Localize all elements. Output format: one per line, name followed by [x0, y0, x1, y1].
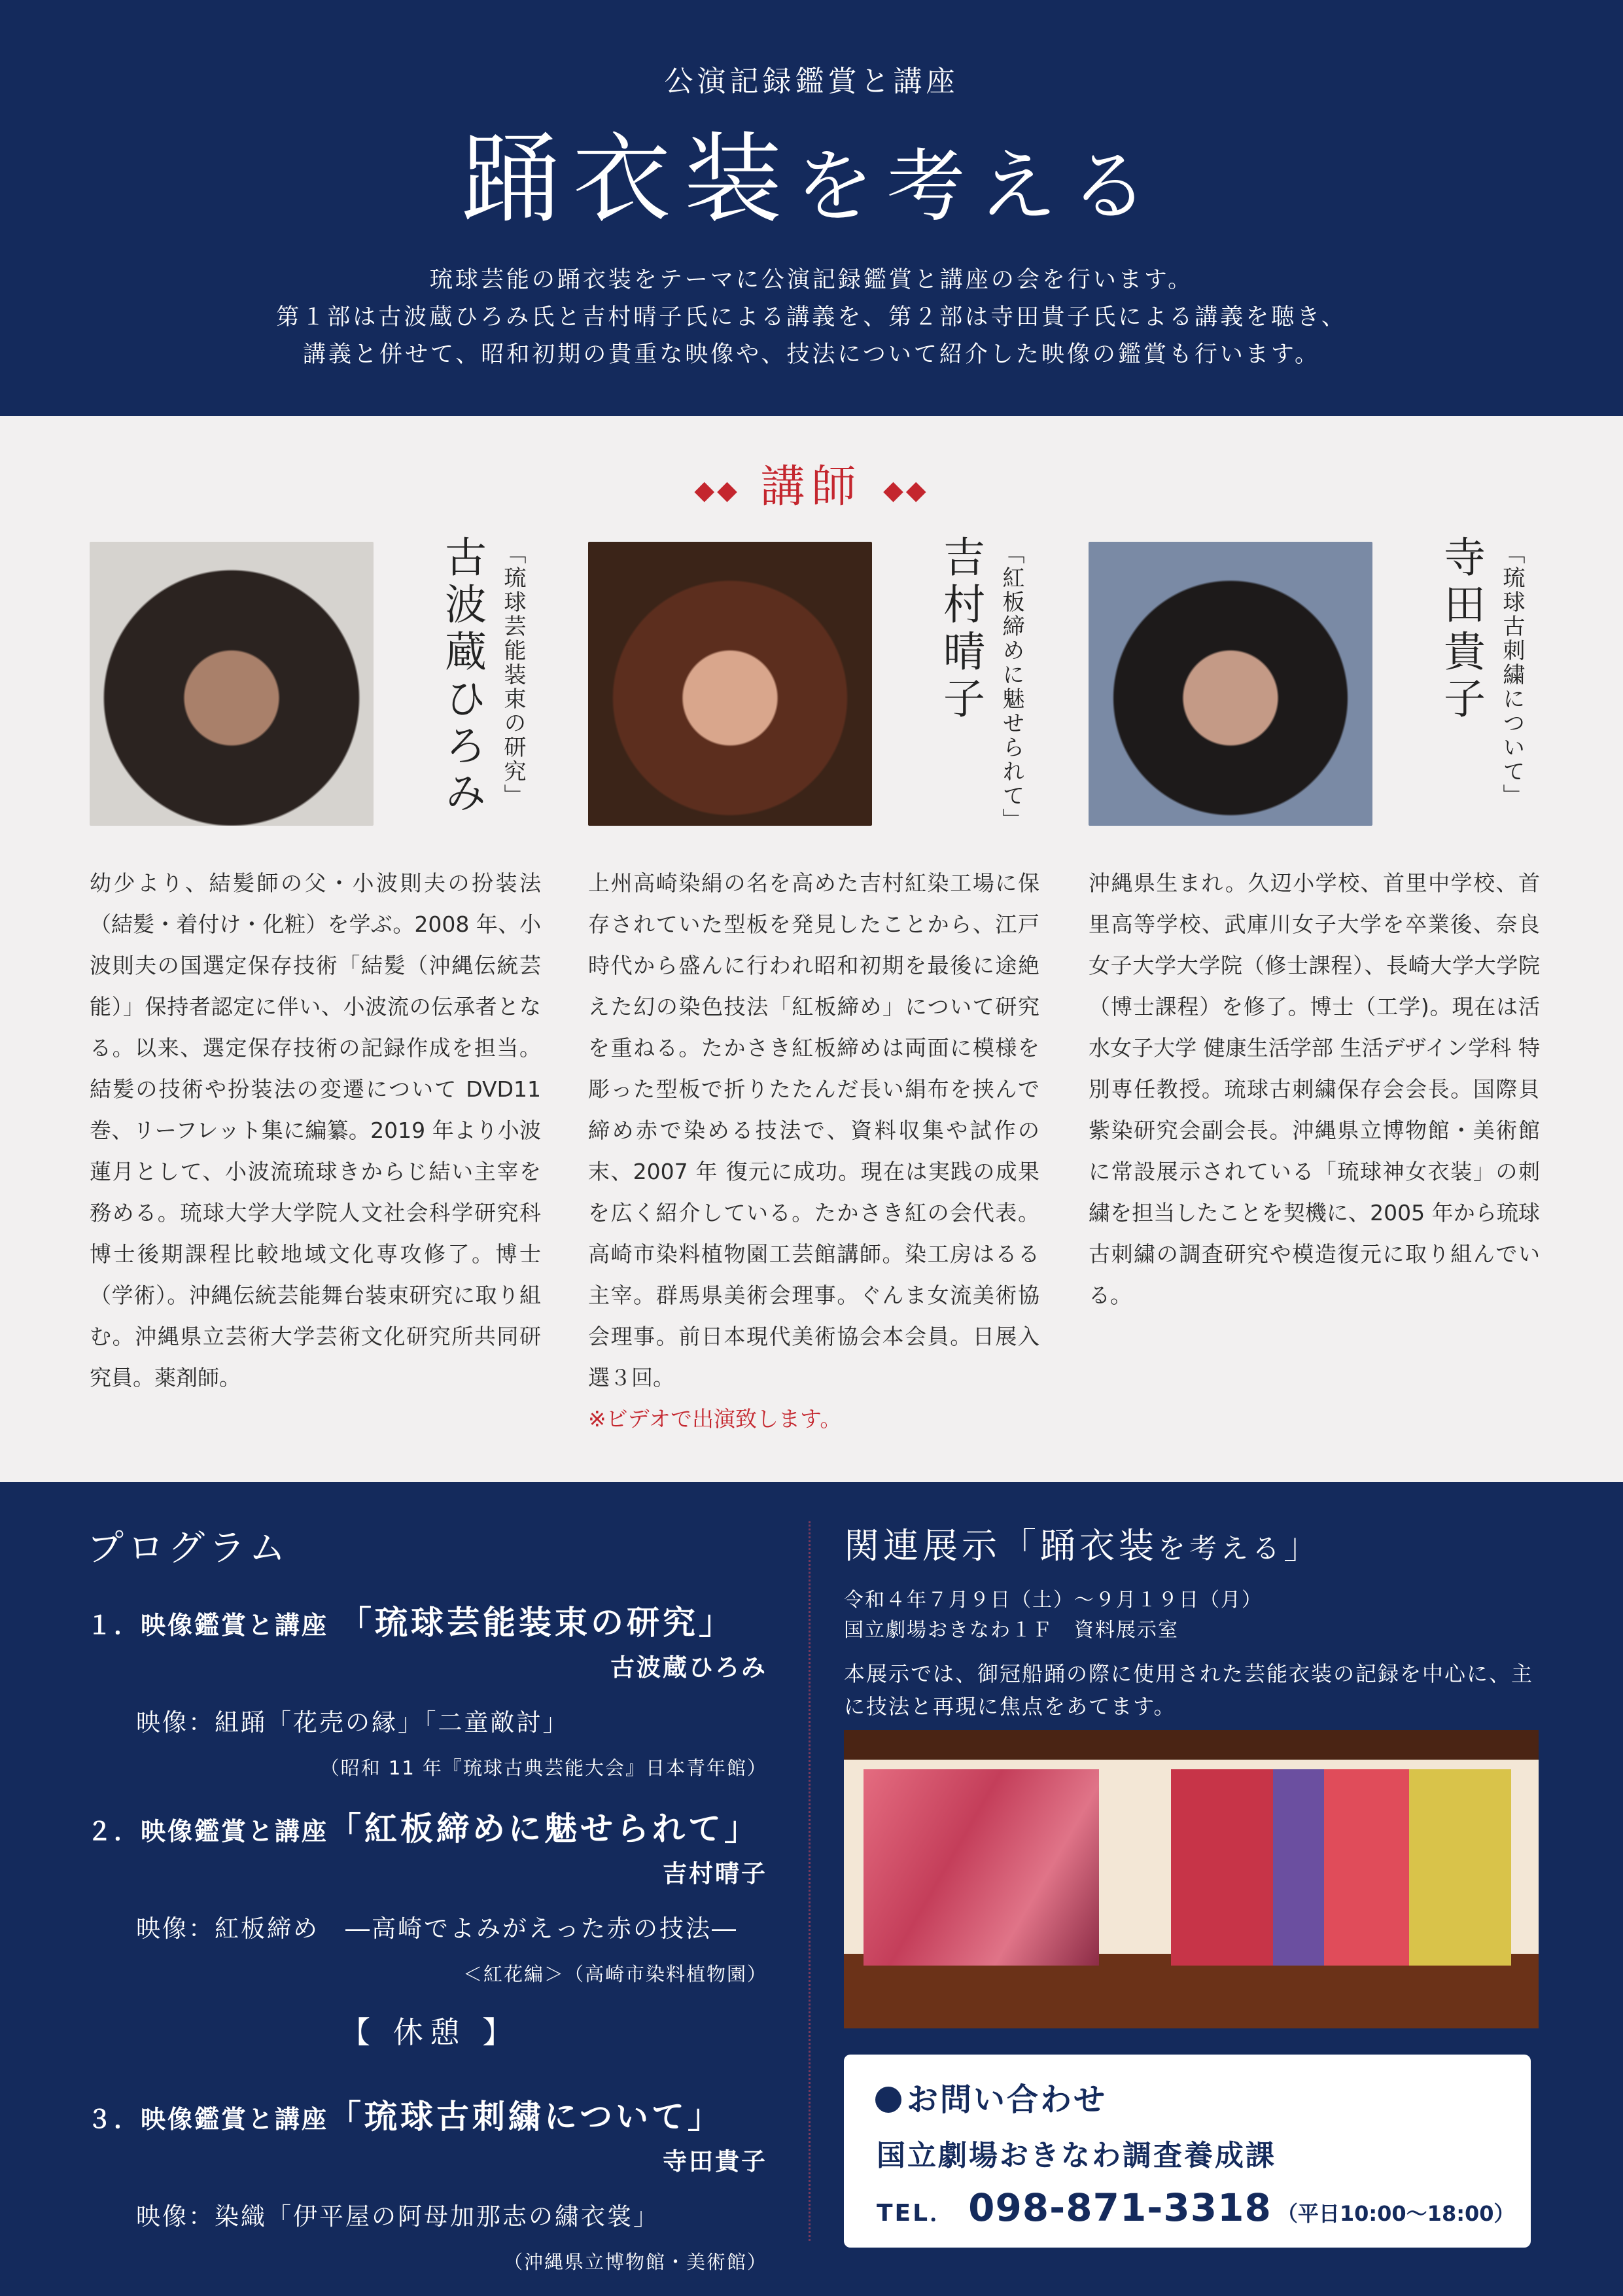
program-item — [87, 2091, 767, 2274]
instructor-name: 寺田貴子 — [1437, 535, 1485, 724]
contact-heading — [875, 2074, 1107, 2119]
bio-text: 沖縄県生まれ。久辺小学校、首里中学校、首里高等学校、武庫川女子大学を卒業後、奈良女子大学大学院（修士課程）、長崎大学大学院（博士課程）を修了。博士（工学)。現在は活水女子大学 健康生活学部 生活デザイン学科 特別専任教授。琉球古刺繍保存会会長。国際貝紫染研究会副会長。沖縄県立博物館・美術館に常設展示されている「琉球神女衣装」の刺繍を担当したことを契機に、2005 年から琉球古刺繍の調査研究や模造復元に取り組んでいる。 — [1089, 870, 1540, 1308]
item-number: ２． — [87, 1817, 141, 1846]
program-title: プログラム — [87, 1527, 290, 1570]
lecture-speaker: 寺田貴子 — [663, 2147, 767, 2176]
title-tail: を考える — [795, 141, 1162, 232]
instructor-bio — [588, 862, 1039, 1439]
lecture-title: 「琉球芸能装束の研究」 — [355, 1604, 735, 1642]
bio-note: ※ビデオで出演致します。 — [588, 1406, 842, 1432]
program-item-head — [87, 1803, 767, 1850]
instructors-heading-text: 講師 — [760, 461, 863, 513]
lecture-title: 「紅板締めに魅せられて」 — [328, 1810, 761, 1848]
exhibit-description: 本展示では、御冠船踊の際に使用された芸能衣装の記録を中心に、主に技法と再現に焦点をあてます。 — [844, 1661, 1534, 1719]
intro-line: 講義と併せて、昭和初期の貴重な映像や、技法について紹介した映像の鑑賞も行います。 — [302, 342, 1321, 368]
contact-org: 国立劇場おきなわ調査養成課 — [877, 2139, 1276, 2172]
program-item-head — [87, 1597, 767, 1644]
bullet-icon — [875, 2087, 901, 2113]
exhibit-date: 令和４年７月９日（土）～９月１９日（月） — [844, 1589, 1263, 1612]
event-intro — [0, 262, 1623, 374]
intro-line: 第１部は古波蔵ひろみ氏と吉村晴子氏による講義を、第２部は寺田貴子氏による講義を聴き、 — [276, 304, 1347, 330]
item-label: 映像鑑賞と講座 — [141, 2105, 329, 2134]
video-title: 映像：染織「伊平屋の阿母加那志の繍衣裳」 — [136, 2202, 659, 2231]
instructor-topic: 「琉球芸能装束の研究」 — [500, 542, 526, 808]
video-source: （昭和 11 年『琉球古典芸能大会』日本青年館） — [320, 1757, 767, 1779]
break-label: 【 休憩 】 — [340, 2015, 519, 2050]
related-title-small: を考える — [1158, 1532, 1284, 1564]
bio-text: 上州高崎染絹の名を高めた吉村紅染工場に保存されていた型板を発見したことから、江戸時代から盛んに行われ昭和初期を最後に途絶えた幻の染色技法「紅板締め」について研究を重ねる。たかさき紅板締めは両面に模様を彫った型板で折りたたんだ長い絹布を挟んで締め赤で染める技法で、資料収集や試作の末、2007 年 復元に成功。現在は実践の成果を広く紹介している。たかさき紅の会代表。高崎市染料植物園工芸館講師。染工房はるる主宰。群馬県美術会理事。ぐんま女流美術協会理事。前日本現代美術協会本会員。日展入選３回。 — [588, 870, 1039, 1390]
item-label: 映像鑑賞と講座 — [141, 1817, 329, 1846]
contact-heading-text: お問い合わせ — [907, 2081, 1108, 2118]
event-title — [0, 124, 1623, 243]
related-title-post: 」 — [1283, 1525, 1323, 1566]
contact-phone — [877, 2185, 1515, 2230]
exhibit-place: 国立劇場おきなわ１Ｆ 資料展示室 — [844, 1619, 1179, 1642]
tel-label: TEL． — [877, 2200, 956, 2227]
intro-line: 琉球芸能の踊衣装をテーマに公演記録鑑賞と講座の会を行います。 — [429, 267, 1194, 293]
video-title: 映像：紅板締め ―高崎でよみがえった赤の技法― — [136, 1915, 738, 1943]
instructor-photo-yoshimura — [588, 542, 872, 826]
diamond-icon: ◆◆ — [883, 475, 929, 506]
item-number: ３． — [87, 2105, 141, 2134]
instructor-photo-terada — [1089, 542, 1372, 826]
display-case — [864, 1769, 1099, 1966]
display-case — [1171, 1769, 1511, 1966]
instructor-name: 古波蔵ひろみ — [438, 535, 486, 818]
lecture-speaker: 古波蔵ひろみ — [610, 1653, 767, 1682]
bio-text: 幼少より、結髪師の父・小波則夫の扮装法（結髪・着付け・化粧）を学ぶ。2008 年、小波則夫の国選定保存技術「結髪（沖縄伝統芸能）」保持者認定に伴い、小波流の伝承者となる。以来、選定保存技術の記録作成を担当。結髪の技術や扮装法の変遷について DVD11 巻、リーフレット集に編纂。2019 年より小波蓮月として、小波流琉球きからじ結い主宰を務める。琉球大学大学院人文社会科学研究科博士後期課程比較地域文化専攻修了。博士（学術）。沖縄伝統芸能舞台装束研究に取り組む。沖縄県立芸術大学芸術文化研究所共同研究員。薬剤師。 — [90, 870, 541, 1390]
instructor-topic: 「琉球古刺繍について」 — [1499, 542, 1525, 808]
instructor-photo-kohagura — [90, 542, 374, 826]
header-banner — [0, 0, 1623, 416]
instructor-name: 吉村晴子 — [936, 535, 985, 724]
tel-number[interactable]: 098-871-3318 — [968, 2185, 1272, 2230]
lecture-title: 「琉球古刺繍について」 — [328, 2098, 724, 2136]
related-title-pre: 関連展示「踊衣装 — [844, 1525, 1158, 1566]
program-item — [87, 1597, 767, 1780]
title-main: 踊衣装 — [461, 123, 795, 237]
event-subtitle: 公演記録鑑賞と講座 — [664, 65, 959, 98]
instructor-bio — [1089, 862, 1540, 1316]
related-exhibit-title — [844, 1518, 1323, 1568]
video-source: ＜紅花編＞（高崎市染料植物園） — [462, 1963, 767, 1985]
item-label: 映像鑑賞と講座 — [141, 1611, 329, 1640]
instructor-bio — [90, 862, 541, 1398]
video-source: （沖縄県立博物館・美術館） — [503, 2251, 767, 2273]
lecture-speaker: 吉村晴子 — [663, 1860, 767, 1888]
instructors-heading — [0, 451, 1623, 515]
program-item-head — [87, 2091, 767, 2138]
section-divider — [809, 1521, 811, 2241]
program-item — [87, 1803, 767, 1987]
diamond-icon: ◆◆ — [694, 475, 740, 506]
item-number: １． — [87, 1611, 141, 1640]
tel-hours: （平日10:00～18:00） — [1276, 2201, 1515, 2226]
contact-box — [844, 2055, 1531, 2248]
video-title: 映像：組踊「花売の縁」「二童敵討」 — [136, 1708, 569, 1737]
exhibit-photo — [844, 1730, 1539, 2028]
instructor-topic: 「紅板締めに魅せられて」 — [998, 542, 1024, 832]
